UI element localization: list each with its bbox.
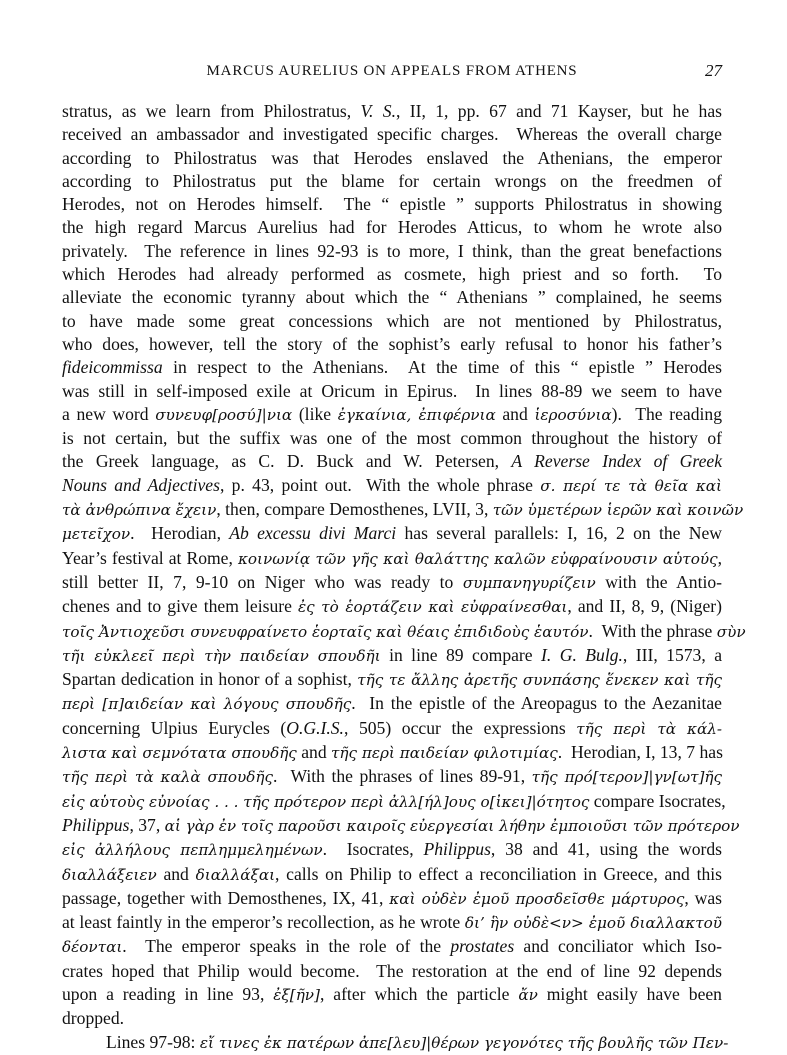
- greek-text: συμπανηγυρίζειν: [462, 573, 596, 592]
- italic-text: fideicommissa: [62, 357, 163, 378]
- roman-text: , III, 1573, a: [622, 644, 723, 665]
- roman-text: which Herodes had already performed as cosmete, high priest and so forth. To: [62, 264, 722, 285]
- text-line: [62, 263, 722, 286]
- italic-text: O.G.I.S.: [286, 717, 344, 738]
- roman-text: upon a reading in line 93,: [62, 983, 274, 1004]
- text-line: [62, 620, 746, 644]
- roman-text: passage, together with Demosthenes, IX, 41,: [62, 887, 390, 908]
- roman-text: Spartan dedication in honor of a sophist,: [62, 669, 358, 690]
- roman-text: Year’s festival at Rome,: [62, 547, 238, 568]
- greek-text: τῆς περὶ τὰ κάλ-: [576, 719, 722, 738]
- roman-text: , 37,: [129, 814, 165, 835]
- roman-text: has several parallels: I, 16, 2 on the New: [396, 523, 722, 544]
- greek-text: κοινωνίᾳ τῶν γῆς καὶ θαλάττης καλῶν εὐφραίνουσιν αὑτούς: [237, 549, 718, 568]
- text-line: [62, 403, 722, 427]
- italic-text: V. S.: [360, 101, 396, 121]
- text-line: [62, 887, 722, 911]
- roman-text: alleviate the economic tyranny about which the “ Athenians ” complained, he seems: [62, 287, 722, 308]
- roman-text: . Herodian,: [130, 523, 230, 544]
- greek-text: συνευφ[ροσύ]|νια: [155, 405, 293, 424]
- text-line: [62, 935, 722, 959]
- text-line: [62, 814, 740, 838]
- greek-text: τὰ ἀνθρώπινα ἔχειν: [62, 501, 217, 520]
- roman-text: concerning Ulpius Eurycles (: [62, 717, 287, 738]
- text-line: [62, 547, 722, 571]
- roman-text: at least faintly in the emperor’s recollection, as he wrote: [62, 912, 465, 933]
- roman-text: and: [156, 863, 196, 884]
- roman-text: chenes and to give them leisure: [62, 596, 299, 617]
- text-line: [62, 474, 722, 498]
- greek-text: ἱεροσύνια: [534, 405, 612, 424]
- body-text: [62, 100, 746, 1055]
- text-line: [62, 123, 722, 146]
- greek-text: λιστα καὶ σεμνότατα σπουδῆς: [62, 744, 297, 763]
- text-line: [62, 571, 722, 595]
- text-line: [62, 960, 722, 983]
- greek-text: τῆς πρό[τερον]|γν[ωτ]ῆς: [531, 768, 723, 787]
- roman-text: . In the epistle of the Areopagus to the Aezanitae: [351, 693, 722, 714]
- roman-text: who does, however, tell the story of the sophist’s early refusal to honor his father’s: [62, 333, 722, 354]
- roman-text: in line 89 compare: [380, 644, 542, 665]
- greek-text: μετεῖχον: [62, 525, 131, 544]
- text-line: [62, 765, 722, 789]
- greek-text: τῆς περὶ τὰ καλὰ σπουδῆς: [62, 768, 274, 787]
- text-line: [62, 147, 722, 170]
- greek-text: τῶν ὑμετέρων ἱερῶν καὶ κοινῶν: [492, 501, 744, 520]
- roman-text: in respect to the Athenians. At the time of this “ epistle ” Herodes: [162, 357, 722, 378]
- roman-text: Lines 97-98:: [106, 1031, 200, 1052]
- text-line: [62, 193, 722, 216]
- text-line: [62, 427, 722, 450]
- text-line: [62, 216, 722, 239]
- greek-text: καὶ οὐδὲν ἐμοῦ προσδεῖσθε μάρτυρος: [389, 889, 685, 908]
- text-line: [62, 380, 722, 403]
- roman-text: according to Philostratus was that Herodes enslaved the Athenians, the emperor: [62, 147, 722, 168]
- text-line: [62, 838, 722, 862]
- italic-text: Nouns and Adjectives: [62, 474, 220, 495]
- greek-text: αἱ γὰρ ἐν τοῖς παροῦσι καιροῖς εὐεργεσίαι λήθην ἐμποιοῦσι τῶν πρότερον: [164, 816, 740, 835]
- text-line: [62, 1007, 722, 1030]
- roman-text: . The emperor speaks in the role of the: [122, 936, 451, 957]
- text-line: [62, 170, 722, 193]
- greek-text: διαλλάξειεν: [62, 865, 157, 884]
- greek-text: περὶ [π]αιδείαν καὶ λόγους σπουδῆς: [62, 695, 352, 714]
- greek-text: διαλλάξαι: [195, 865, 276, 884]
- roman-text: , II, 1, pp. 67 and 71 Kayser, but he has: [395, 101, 722, 121]
- roman-text: ,: [717, 547, 722, 568]
- greek-text: σ. περί τε τὰ θεῖα καὶ: [540, 476, 722, 495]
- text-line: [62, 717, 722, 741]
- roman-text: according to Philostratus put the blame for certain wrongs on the freedmen of: [62, 170, 722, 191]
- greek-text: τοῖς Ἀντιοχεῦσι συνευφραίνετο ἑορταῖς καὶ θέαις ἐπιδιδοὺς ἑαυτόν: [62, 622, 589, 641]
- roman-text: . With the phrase: [588, 620, 717, 641]
- roman-text: still better II, 7, 9-10 on Niger who was ready to: [62, 571, 463, 592]
- roman-text: to have made some great concessions which are not mentioned by Philostratus,: [62, 310, 722, 331]
- text-line: [62, 741, 722, 765]
- roman-text: , calls on Philip to effect a reconciliation in Greece, and this: [275, 863, 723, 884]
- roman-text: . Isocrates,: [322, 839, 424, 860]
- greek-text: τῆς περὶ παιδείαν φιλοτιμίας: [331, 744, 558, 763]
- italic-text: Ab excessu divi Marci: [229, 523, 397, 544]
- roman-text: . Herodian, I, 13, 7 has: [557, 742, 723, 763]
- greek-text: τῆς τε ἄλλης ἀρετῆς συνπάσης ἕνεκεν καὶ τῆς: [357, 671, 722, 690]
- roman-text: the Greek language, as C. D. Buck and W. Petersen,: [62, 451, 512, 472]
- text-line: [62, 498, 744, 522]
- roman-text: and: [495, 403, 535, 424]
- text-line: [62, 100, 722, 123]
- roman-text: was still in self-imposed exile at Oricum in Epirus. In lines 88-89 we seem to have: [62, 380, 722, 401]
- text-line: [62, 240, 722, 263]
- greek-text: ἐξ[ῆν]: [273, 985, 320, 1004]
- roman-text: privately. The reference in lines 92-93 is to more, I think, than the great benefactions: [62, 240, 722, 261]
- text-line: [62, 644, 722, 668]
- roman-text: is not certain, but the suffix was one of the most common throughout the history of: [62, 428, 722, 449]
- roman-text: , p. 43, point out. With the whole phrase: [219, 474, 541, 495]
- roman-text: might easily have been: [537, 983, 722, 1004]
- italic-text: Philippus: [423, 839, 491, 860]
- roman-text: , 38 and 41, using the words: [490, 839, 723, 860]
- roman-text: the high regard Marcus Aurelius had for Herodes Atticus, to whom he wrote also: [62, 217, 722, 238]
- greek-text: εἴ τινες ἐκ πατέρων ἀπε[λευ]|θέρων γεγονότες τῆς βουλῆς τῶν Πεν-: [199, 1033, 729, 1052]
- text-line: [62, 310, 722, 333]
- roman-text: , then, compare Demosthenes, LVII, 3,: [216, 499, 493, 520]
- text-line: [62, 522, 722, 546]
- text-line: [62, 692, 722, 716]
- text-line: [62, 790, 726, 814]
- roman-text: dropped.: [62, 1008, 125, 1029]
- roman-text: a new word: [62, 403, 156, 424]
- italic-text: prostates: [450, 936, 515, 957]
- roman-text: and: [296, 742, 332, 763]
- text-line: [62, 668, 722, 692]
- roman-text: ). The reading: [611, 403, 722, 424]
- roman-text: with the Antio-: [595, 571, 723, 592]
- greek-text: δι’ ἣν οὐδὲ<ν> ἐμοῦ διαλλακτοῦ: [464, 914, 722, 933]
- running-head: [62, 63, 722, 85]
- text-line: [62, 356, 722, 379]
- roman-text: , 505) occur the expressions: [343, 717, 577, 738]
- greek-text: τῆι εὐκλεεῖ περὶ τὴν παιδείαν σπουδῆι: [62, 646, 381, 665]
- greek-text: ἄν: [518, 985, 538, 1004]
- italic-text: Philippus: [62, 814, 130, 835]
- roman-text: stratus, as we learn from Philostratus,: [62, 101, 361, 121]
- text-line: [62, 450, 722, 473]
- greek-text: εἰς αὑτοὺς εὐνοίας . . . τῆς πρότερον περὶ ἀλλ[ήλ]ους ο[ἰκει]|ότητος: [62, 792, 590, 811]
- running-title: MARCUS AURELIUS ON APPEALS FROM ATHENS: [206, 63, 578, 79]
- roman-text: , was: [684, 887, 722, 908]
- roman-text: . With the phrases of lines 89-91,: [273, 766, 532, 787]
- text-line: [62, 1031, 729, 1055]
- text-line: [62, 863, 722, 887]
- roman-text: compare Isocrates,: [589, 790, 726, 811]
- roman-text: , and II, 8, 9, (Niger): [567, 596, 722, 617]
- roman-text: , after which the particle: [319, 983, 519, 1004]
- greek-text: ἐς τὸ ἑορτάζειν καὶ εὐφραίνεσθαι: [298, 598, 568, 617]
- text-line: [62, 286, 722, 309]
- greek-text: ἐγκαίνια, ἐπιφέρνια: [337, 405, 496, 424]
- roman-text: received an ambassador and investigated specific charges. Whereas the overall charge: [62, 124, 722, 145]
- roman-text: crates hoped that Philip would become. The restoration at the end of line 92 depends: [62, 960, 722, 981]
- greek-text: σὺν: [716, 622, 746, 641]
- italic-text: I. G. Bulg.: [541, 644, 623, 665]
- text-line: [62, 911, 722, 935]
- page-number: 27: [705, 61, 722, 80]
- text-line: [62, 595, 722, 619]
- text-line: [62, 983, 722, 1007]
- roman-text: Herodes, not on Herodes himself. The “ epistle ” supports Philostratus in showing: [62, 194, 722, 215]
- roman-text: and conciliator which Iso-: [514, 936, 722, 957]
- greek-text: εἰς ἀλλήλους πεπλημμελημένων: [62, 841, 323, 860]
- italic-text: A Reverse Index of Greek: [511, 451, 722, 472]
- text-line: [62, 333, 722, 356]
- roman-text: (like: [292, 403, 338, 424]
- greek-text: δέονται: [62, 938, 123, 957]
